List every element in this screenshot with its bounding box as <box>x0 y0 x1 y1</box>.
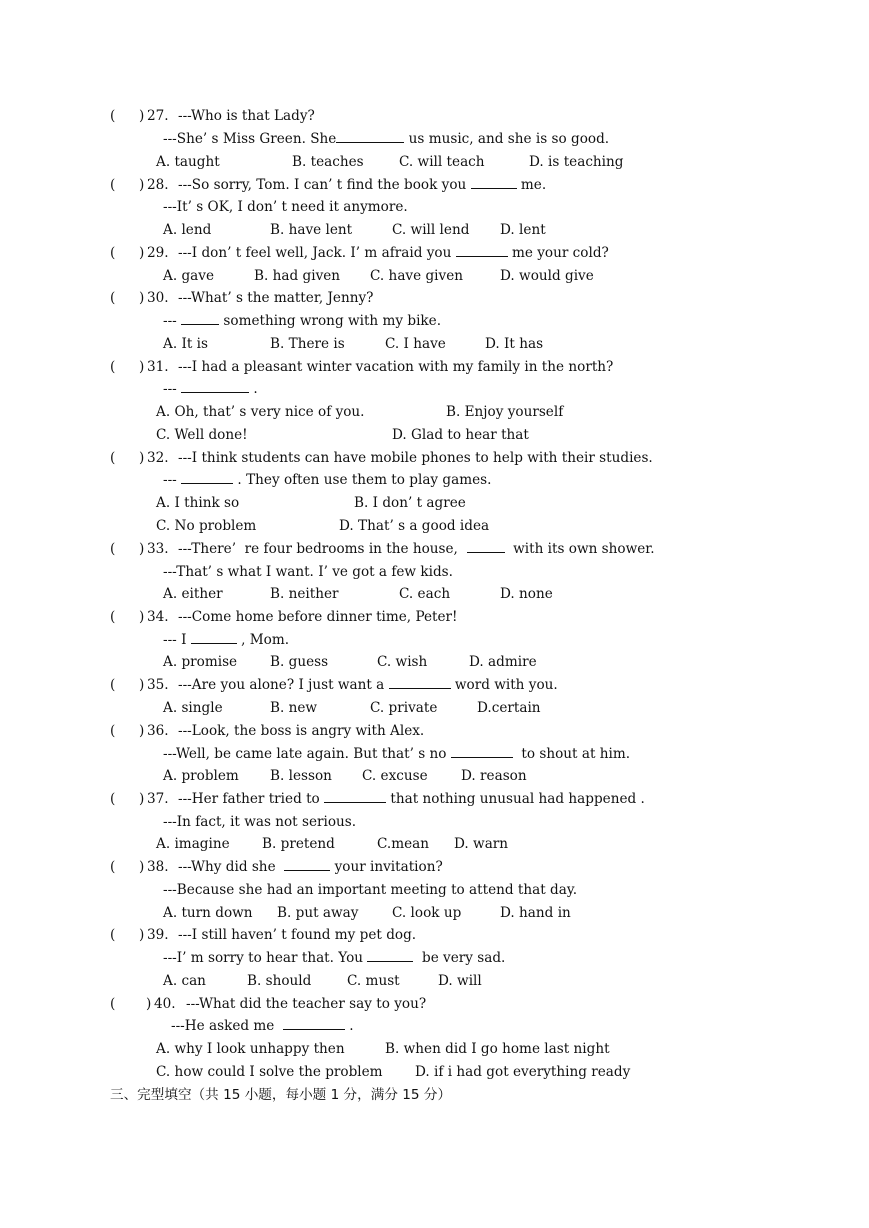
response-line: ---In fact, it was not serious. <box>163 814 357 830</box>
answer-blank <box>283 1017 345 1030</box>
answer-paren-close: ) <box>139 177 145 193</box>
option-b: B. Enjoy yourself <box>446 404 564 420</box>
answer-paren-close: ) <box>139 359 145 375</box>
answer-paren-open: ( <box>110 245 116 261</box>
answer-paren-open: ( <box>110 859 116 875</box>
option-c: C.mean <box>377 836 430 852</box>
answer-paren-close: ) <box>139 609 145 625</box>
option-d: D. none <box>500 586 553 602</box>
question-text-b: me. <box>516 177 547 193</box>
response-line <box>163 471 491 489</box>
option-d: D. That’ s a good idea <box>339 518 490 534</box>
option-a: A. taught <box>156 154 220 170</box>
option-d: D. Glad to hear that <box>392 427 529 443</box>
option-d: D. lent <box>500 222 546 238</box>
question-number: 37. <box>147 791 169 807</box>
answer-blank <box>467 540 505 553</box>
option-b: B. new <box>270 700 318 716</box>
response-text-a: ---I’ m sorry to hear that. You <box>163 950 368 966</box>
answer-paren-open: ( <box>110 541 116 557</box>
option-c: C. No problem <box>156 518 257 534</box>
option-c: C. private <box>370 700 438 716</box>
response-line <box>163 745 630 763</box>
option-a: A. turn down <box>163 905 253 921</box>
question-text-a: ---I don’ t feel well, Jack. I’ m afraid you <box>178 245 456 261</box>
question-text-b: me your cold? <box>507 245 609 261</box>
response-text-b: something wrong with my bike. <box>219 313 442 329</box>
question-text-b: word with you. <box>450 677 558 693</box>
option-b: B. put away <box>277 905 359 921</box>
option-c: C. will lend <box>392 222 470 238</box>
question-line <box>178 540 655 558</box>
question-number: 31. <box>147 359 169 375</box>
question-line: ---Look, the boss is angry with Alex. <box>178 723 425 739</box>
option-b: B. I don’ t agree <box>354 495 466 511</box>
question-text-a: ---There’ re four bedrooms in the house, <box>178 541 467 557</box>
answer-paren-open: ( <box>110 927 116 943</box>
option-a: A. I think so <box>156 495 240 511</box>
option-d: D. is teaching <box>529 154 624 170</box>
option-c: C. Well done! <box>156 427 248 443</box>
answer-blank <box>367 949 413 962</box>
option-d: D. It has <box>485 336 544 352</box>
question-text-b: with its own shower. <box>504 541 655 557</box>
answer-paren-close: ) <box>139 541 145 557</box>
option-c: C. excuse <box>362 768 428 784</box>
question-number: 35. <box>147 677 169 693</box>
answer-paren-close: ) <box>139 723 145 739</box>
option-b: B. guess <box>270 654 329 670</box>
option-a: A. why I look unhappy then <box>156 1041 345 1057</box>
question-number: 33. <box>147 541 169 557</box>
answer-paren-close: ) <box>139 108 145 124</box>
answer-paren-open: ( <box>110 677 116 693</box>
question-line <box>178 676 558 694</box>
response-line <box>163 949 505 967</box>
option-b: B. There is <box>270 336 345 352</box>
answer-paren-close: ) <box>139 450 145 466</box>
response-text-b: . <box>344 1018 354 1034</box>
answer-blank <box>191 631 237 644</box>
option-b: B. neither <box>270 586 339 602</box>
section-heading-cloze: 三、完型填空（共 15 小题，每小题 1 分，满分 15 分） <box>110 1087 452 1103</box>
option-b: B. lesson <box>270 768 332 784</box>
question-text-a: ---Why did she <box>178 859 285 875</box>
response-line <box>171 1017 354 1035</box>
question-line: ---Come home before dinner time, Peter! <box>178 609 458 625</box>
question-text-b: that nothing unusual had happened . <box>386 791 645 807</box>
question-number: 38. <box>147 859 169 875</box>
response-text-b: us music, and she is so good. <box>404 131 610 147</box>
answer-blank <box>181 312 219 325</box>
response-text-a: ---Well, be came late again. But that’ s no <box>163 746 451 762</box>
answer-paren-open: ( <box>110 290 116 306</box>
option-c: C. look up <box>392 905 462 921</box>
answer-paren-close: ) <box>139 290 145 306</box>
question-number: 39. <box>147 927 169 943</box>
question-line: ---What did the teacher say to you? <box>186 996 427 1012</box>
response-line <box>163 312 441 330</box>
answer-blank <box>324 790 386 803</box>
answer-paren-open: ( <box>110 723 116 739</box>
option-d: D.certain <box>477 700 541 716</box>
answer-blank <box>471 176 517 189</box>
response-line <box>163 380 258 398</box>
option-d: D. would give <box>500 268 594 284</box>
option-a: A. can <box>163 973 206 989</box>
question-text-b: your invitation? <box>330 859 443 875</box>
option-d: D. admire <box>469 654 537 670</box>
answer-paren-open: ( <box>110 609 116 625</box>
option-c: C. must <box>347 973 400 989</box>
response-text-b: , Mom. <box>236 632 290 648</box>
question-line <box>178 790 645 808</box>
question-line <box>178 244 609 262</box>
question-number: 28. <box>147 177 169 193</box>
option-b: B. teaches <box>292 154 364 170</box>
answer-paren-open: ( <box>110 450 116 466</box>
question-number: 30. <box>147 290 169 306</box>
option-a: A. lend <box>163 222 212 238</box>
question-number: 27. <box>147 108 169 124</box>
response-text-a: ---She’ s Miss Green. She <box>163 131 337 147</box>
response-text-a: --- <box>163 313 182 329</box>
option-d: D. if i had got everything ready <box>415 1064 631 1080</box>
answer-blank <box>456 244 508 257</box>
answer-paren-close: ) <box>146 996 152 1012</box>
response-line <box>163 631 289 649</box>
response-line: ---Because she had an important meeting to attend that day. <box>163 882 578 898</box>
option-b: B. had given <box>254 268 341 284</box>
answer-paren-open: ( <box>110 177 116 193</box>
answer-paren-open: ( <box>110 359 116 375</box>
answer-paren-open: ( <box>110 791 116 807</box>
answer-blank <box>336 130 404 143</box>
answer-blank <box>181 471 233 484</box>
question-line: ---What’ s the matter, Jenny? <box>178 290 374 306</box>
option-c: C. I have <box>385 336 446 352</box>
answer-paren-open: ( <box>110 996 116 1012</box>
answer-paren-close: ) <box>139 927 145 943</box>
answer-paren-close: ) <box>139 245 145 261</box>
option-a: A. either <box>163 586 223 602</box>
question-number: 40. <box>154 996 176 1012</box>
option-d: D. will <box>438 973 482 989</box>
question-line: ---I had a pleasant winter vacation with my family in the north? <box>178 359 614 375</box>
response-line <box>163 130 609 148</box>
response-text-a: ---He asked me <box>171 1018 283 1034</box>
option-c: C. how could I solve the problem <box>156 1064 383 1080</box>
response-line: ---It’ s OK, I don’ t need it anymore. <box>163 199 408 215</box>
option-a: A. gave <box>163 268 214 284</box>
option-b: B. when did I go home last night <box>385 1041 610 1057</box>
option-a: A. Oh, that’ s very nice of you. <box>156 404 365 420</box>
response-text-a: --- <box>163 381 182 397</box>
question-line: ---I still haven’ t found my pet dog. <box>178 927 417 943</box>
question-number: 29. <box>147 245 169 261</box>
question-line <box>178 858 443 876</box>
response-text-b: . They often use them to play games. <box>233 472 492 488</box>
option-c: C. each <box>399 586 451 602</box>
option-b: B. pretend <box>262 836 335 852</box>
option-b: B. have lent <box>270 222 353 238</box>
option-c: C. wish <box>377 654 428 670</box>
option-a: A. problem <box>163 768 239 784</box>
question-number: 32. <box>147 450 169 466</box>
question-text-a: ---Are you alone? I just want a <box>178 677 389 693</box>
option-b: B. should <box>247 973 312 989</box>
option-d: D. warn <box>454 836 509 852</box>
response-text-a: --- I <box>163 632 191 648</box>
answer-blank <box>181 380 249 393</box>
response-text-a: --- <box>163 472 182 488</box>
response-text-b: to shout at him. <box>512 746 631 762</box>
answer-paren-open: ( <box>110 108 116 124</box>
answer-blank <box>451 745 513 758</box>
option-a: A. imagine <box>156 836 230 852</box>
question-line: ---Who is that Lady? <box>178 108 315 124</box>
question-number: 36. <box>147 723 169 739</box>
answer-paren-close: ) <box>139 791 145 807</box>
answer-blank <box>389 676 451 689</box>
response-text-b: be very sad. <box>413 950 506 966</box>
question-line: ---I think students can have mobile phones to help with their studies. <box>178 450 653 466</box>
response-text-b: . <box>249 381 258 397</box>
option-a: A. promise <box>163 654 238 670</box>
option-a: A. It is <box>163 336 208 352</box>
option-c: C. will teach <box>399 154 485 170</box>
answer-paren-close: ) <box>139 677 145 693</box>
question-text-a: ---Her father tried to <box>178 791 325 807</box>
option-d: D. hand in <box>500 905 571 921</box>
response-line: ---That’ s what I want. I’ ve got a few kids. <box>163 564 453 580</box>
question-line <box>178 176 546 194</box>
option-c: C. have given <box>370 268 463 284</box>
answer-blank <box>284 858 330 871</box>
question-number: 34. <box>147 609 169 625</box>
option-d: D. reason <box>461 768 527 784</box>
option-a: A. single <box>163 700 223 716</box>
answer-paren-close: ) <box>139 859 145 875</box>
question-text-a: ---So sorry, Tom. I can’ t find the book you <box>178 177 471 193</box>
